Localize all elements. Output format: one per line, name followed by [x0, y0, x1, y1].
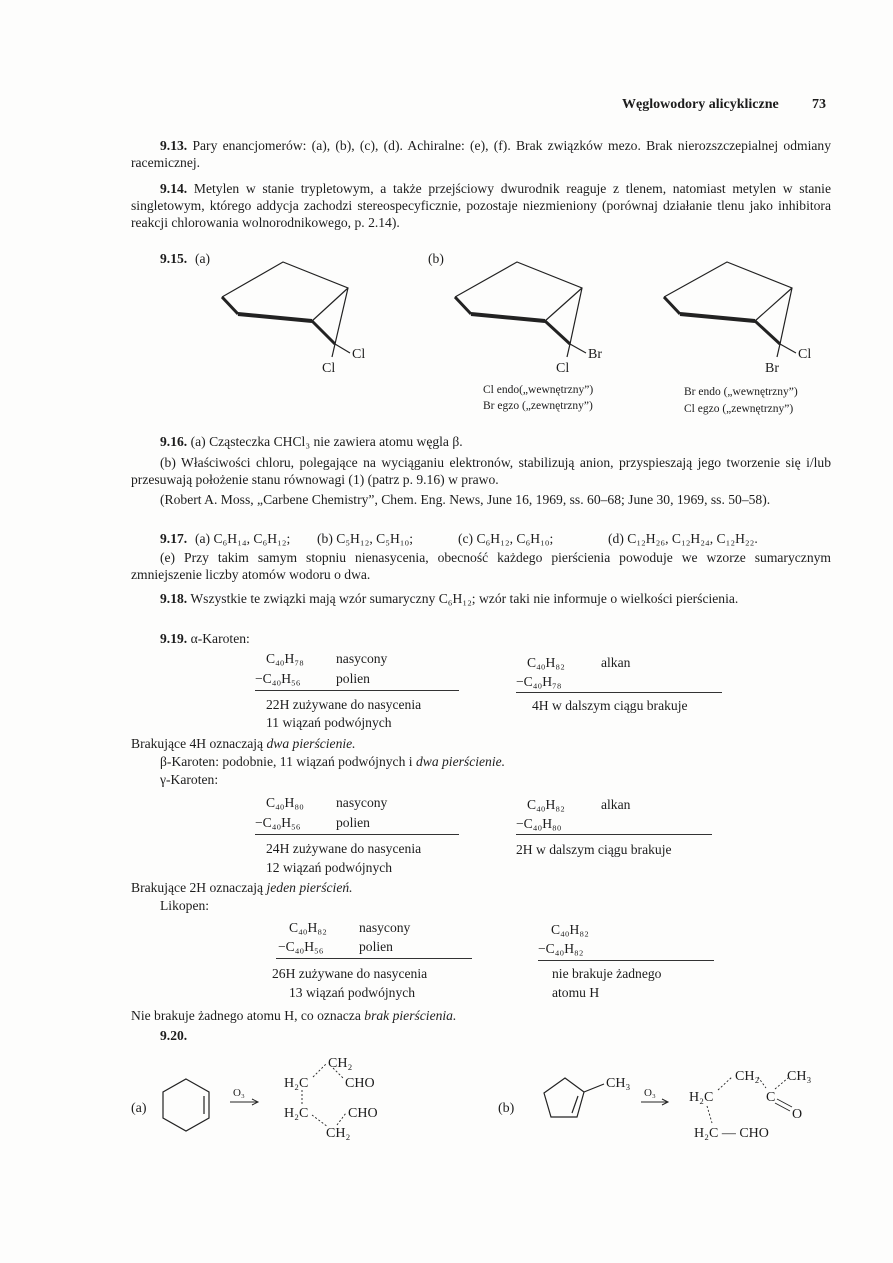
- product-h2c-cho: H₂C — CHO: [694, 1126, 769, 1141]
- chain-h2c-2: H₂C: [284, 1106, 309, 1121]
- lyco-r2-formula: −C₄₀H₈₂: [538, 941, 584, 956]
- text: Nie brakuje żadnego atomu H, co oznacza: [131, 1008, 365, 1023]
- lyco-l2-word: polien: [359, 939, 393, 954]
- formula-a: (a) C₆H₁₄, C₆H₁₂;: [195, 531, 291, 546]
- note-b2-egzo: Cl egzo („zewnętrzny”): [684, 403, 794, 415]
- note-b2-endo: Br endo („wewnętrzny”): [684, 386, 798, 398]
- substituent-br: Br: [765, 361, 779, 376]
- product-ch3: CH₃: [787, 1069, 812, 1084]
- substituent-cl: Cl: [798, 347, 812, 362]
- paragraph-9-17e: (e) Przy takim samym stopniu nienasycenia, obecność każdego pierścienia powoduje we wzorze sumarycznym zmniejszenie liczby atomów wodoru o dwa.: [131, 550, 831, 582]
- methylcyclopentene-ring: [544, 1078, 604, 1117]
- substituent-cl: Cl: [352, 347, 366, 362]
- lyco-result-2: 13 wiązań podwójnych: [289, 985, 416, 1000]
- substituent-br: Br: [588, 347, 602, 362]
- product-h2c: H₂C: [689, 1090, 714, 1105]
- emphasis: brak pierścienia.: [364, 1008, 457, 1023]
- text: Brakujące 4H oznaczają: [131, 736, 267, 751]
- reagent-o3: O₃: [644, 1087, 656, 1099]
- alpha-r-result: 4H w dalszym ciągu brakuje: [532, 698, 688, 713]
- gamma-title: γ-Karoten:: [160, 772, 219, 787]
- reagent-o3: O₃: [233, 1087, 245, 1099]
- alpha-l1-word: nasycony: [336, 651, 388, 666]
- running-title: Węglowodory alicykliczne: [622, 97, 779, 112]
- label-b: (b): [428, 251, 444, 266]
- reaction-arrow: [230, 1099, 258, 1105]
- page-number: 73: [812, 97, 826, 112]
- chain-h2c-1: H₂C: [284, 1076, 309, 1091]
- product-c: C: [766, 1090, 776, 1105]
- emphasis: dwa pierścienie.: [266, 736, 356, 751]
- gamma-result-1: 24H zużywane do nasycenia: [266, 841, 422, 856]
- cyclohexene-ring: [163, 1079, 209, 1131]
- alpha-r2-formula: −C₄₀H₇₈: [516, 674, 562, 689]
- paragraph-9-16-ref: (Robert A. Moss, „Carbene Chemistry”, Chem. Eng. News, June 16, 1969, ss. 60–68; June 30, 1969, ss. 50–58).: [160, 492, 771, 507]
- item-text: Metylen w stanie trypletowym, a także przejściowy dwurodnik reaguje z tlenem, natomiast metylen w stanie singletowym, którego addycja zachodzi stereospecyficznie, pozostaje niezmieniony (porównaj działanie tlenu jako inhibitora reakcji chlorowania wolnorodnikowego, p. 2.14).: [131, 181, 831, 230]
- item-text: Pary enancjomerów: (a), (b), (c), (d). Achiralne: (e), (f). Brak związków mezo. Brak nierozszczepialnej odmiany racemicznej.: [131, 138, 831, 170]
- emphasis: jeden pierścień.: [266, 880, 353, 895]
- reaction-arrow: [641, 1099, 668, 1105]
- gamma-r-result: 2H w dalszym ciągu brakuje: [516, 842, 672, 857]
- lyco-title: Likopen:: [160, 898, 210, 913]
- item-number: 9.14.: [160, 181, 188, 196]
- item-number: 9.13.: [160, 138, 188, 153]
- chain-cho-2: CHO: [348, 1106, 378, 1121]
- gamma-result-2: 12 wiązań podwójnych: [266, 860, 393, 875]
- alpha-r1-word: alkan: [601, 655, 631, 670]
- lyco-result-1: 26H zużywane do nasycenia: [272, 966, 428, 981]
- alpha-l1-formula: C₄₀H₇₈: [266, 651, 304, 666]
- emphasis: dwa pierścienie.: [415, 754, 506, 769]
- chain-ch2-top: CH₂: [328, 1056, 353, 1071]
- item-text: α-Karoten:: [190, 631, 250, 646]
- formula-b: (b) C₅H₁₂, C₅H₁₀;: [317, 531, 414, 546]
- chain-cho-1: CHO: [345, 1076, 375, 1091]
- product-ch2: CH₂: [735, 1069, 760, 1084]
- alpha-result-2: 11 wiązań podwójnych: [266, 715, 392, 730]
- note-b1-endo: Cl endo(„wewnętrzny”): [483, 384, 594, 396]
- alpha-l2-formula: −C₄₀H₅₆: [255, 671, 301, 686]
- gamma-r1-formula: C₄₀H₈₂: [527, 797, 565, 812]
- lyco-l2-formula: −C₄₀H₅₆: [278, 939, 324, 954]
- item-number: 9.19.: [160, 631, 188, 646]
- item-number: 9.16.: [160, 434, 188, 449]
- formula-c: (c) C₆H₁₂, C₆H₁₀;: [458, 531, 554, 546]
- product-o: O: [792, 1107, 803, 1122]
- alpha-r1-formula: C₄₀H₈₂: [527, 655, 565, 670]
- text: β-Karoten: podobnie, 11 wiązań podwójnych i: [160, 754, 416, 769]
- lyco-r-result-1: nie brakuje żadnego: [552, 966, 662, 981]
- alpha-result-1: 22H zużywane do nasycenia: [266, 697, 422, 712]
- substituent-cl: Cl: [556, 361, 570, 376]
- gamma-l1-word: nasycony: [336, 795, 388, 810]
- item-number-9-15: 9.15.: [160, 251, 188, 266]
- label-a: (a): [131, 1101, 147, 1116]
- gamma-l2-formula: −C₄₀H₅₆: [255, 815, 301, 830]
- label-a: (a): [195, 251, 211, 266]
- alpha-l2-word: polien: [336, 671, 370, 686]
- text: Brakujące 2H oznaczają: [131, 880, 267, 895]
- item-number-9-20: 9.20.: [160, 1028, 188, 1043]
- substituent-cl: Cl: [322, 361, 336, 376]
- ring-methyl: CH₃: [606, 1076, 631, 1091]
- item-number-9-17: 9.17.: [160, 531, 188, 546]
- lyco-r-result-2: atomu H: [552, 985, 600, 1000]
- gamma-r2-formula: −C₄₀H₈₀: [516, 816, 562, 831]
- gamma-l2-word: polien: [336, 815, 370, 830]
- item-text: Wszystkie te związki mają wzór sumaryczny C₆H₁₂; wzór taki nie informuje o wielkości pierścienia.: [190, 591, 739, 606]
- gamma-r1-word: alkan: [601, 797, 631, 812]
- gamma-l1-formula: C₄₀H₈₀: [266, 795, 304, 810]
- paragraph-9-16b: (b) Właściwości chloru, polegające na wyciąganiu elektronów, stabilizują anion, przyspieszają jego tworzenie się i/lub przesuwają położenie stanu równowagi (1) (patrz p. 9.16) w prawo.: [131, 455, 831, 487]
- note-b1-egzo: Br egzo („zewnętrzny”): [483, 400, 593, 412]
- item-number: 9.18.: [160, 591, 188, 606]
- lyco-r1-formula: C₄₀H₈₂: [551, 922, 589, 937]
- lyco-l1-word: nasycony: [359, 920, 411, 935]
- lyco-l1-formula: C₄₀H₈₂: [289, 920, 327, 935]
- chain-ch2-bottom: CH₂: [326, 1126, 351, 1141]
- label-b: (b): [498, 1101, 515, 1116]
- formula-d: (d) C₁₂H₂₆, C₁₂H₂₄, C₁₂H₂₂.: [608, 531, 758, 546]
- item-text: (a) Cząsteczka CHCl₃ nie zawiera atomu węgla β.: [190, 434, 463, 449]
- chain-bonds: [302, 1064, 346, 1127]
